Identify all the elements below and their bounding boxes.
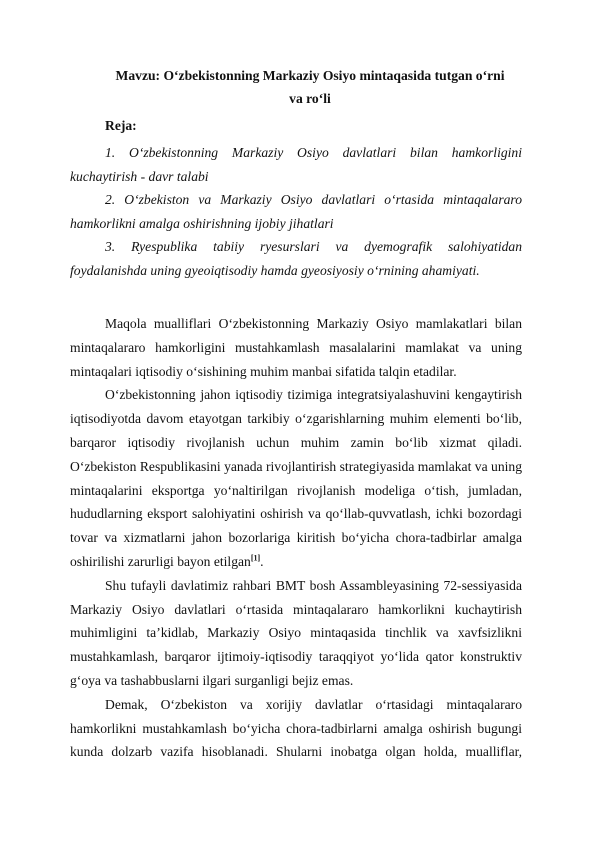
plan-item-1: 1. O‘zbekistonning Markaziy Osiyo davlatlari bilan hamkorligini kuchaytirish - davr talabi (70, 145, 522, 184)
plan-heading: Reja: (105, 118, 137, 133)
plan-item-3: 3. Ryespublika tabiiy ryesurslari va dyemografik salohiyatidan foydalanishda uning gyeoiqtisodiy hamda gyeosiyosiy o‘rnining ahamiyati. (70, 239, 522, 278)
body-text (70, 312, 522, 764)
paragraph-1-text: Maqola mualliflari O‘zbekistonning Markaziy Osiyo mamlakatlari bilan mintaqalararo hamkorligini mustahkamlash masalalarini mamlakat va uning mintaqalari iqtisodiy o‘sishining muhim manbai sifatida talqin etadilar. (70, 316, 522, 379)
title-line-2: va ro‘li (289, 91, 331, 106)
paragraph-4 (70, 693, 522, 764)
paragraph-1 (70, 312, 522, 383)
document-title (100, 64, 520, 110)
footnote-reference[interactable]: [1] (250, 553, 261, 563)
plan-item-2: 2. O‘zbekiston va Markaziy Osiyo davlatlari o‘rtasida mintaqalararo hamkorlikni amalga oshirishning ijobiy jihatlari (70, 192, 522, 231)
title-line-1: Mavzu: O‘zbekistonning Markaziy Osiyo mintaqasida tutgan o‘rni (115, 68, 505, 83)
paragraph-4-text: Demak, O‘zbekiston va xorijiy davlatlar o‘rtasidagi mintaqalararo hamkorlikni mustahkamlash bo‘yicha chora-tadbirlarni amalga oshirish bugungi kunda dolzarb vazifa hisoblanadi. Shularni inobatga olgan holda, mualliflar, (70, 696, 522, 760)
paragraph-2-text: O‘zbekistonning jahon iqtisodiy tizimiga integratsiyalashuvini kengaytirish iqtisodiyotda davom etayotgan tarkibiy o‘zgarishlarning muhim elementi bo‘lib, barqaror iqtisodiy rivojlanish uchun muhim zamin bo‘lib xizmat qiladi. O‘zbekiston Respublikasini yanada rivojlantirish strategiyasida mamlakat va uning mintaqalarini eksportga yo‘naltirilgan rivojlanish modeliga o‘tish, jumladan, hududlarning eksport salohiyatini oshirish va qo‘llab-quvvatlash, ichki bozordagi tovar va xizmatlarni jahon bozorlariga kiritish bo‘yicha chora-tadbirlar amalga oshirilishi zarurligi bayon etilgan (70, 387, 522, 569)
paragraph-2 (70, 383, 522, 573)
paragraph-3-text: Shu tufayli davlatimiz rahbari BMT bosh Assambleyasining 72-sessiyasida Markaziy Osiyo davlatlari o‘rtasida mintaqalararo hamkorlikni kuchaytirish muhimligini ta’kidlab, Markaziy Osiyo mintaqasida tinchlik va xavfsizlikni mustahkamlash, barqaror ijtimoiy-iqtisodiy taraqqiyot yo‘lida qator konstruktiv g‘oya va tashabbuslarni ilgari surganligi bejiz emas. (70, 577, 522, 688)
paragraph-3 (70, 574, 522, 693)
paragraph-2-end: . (260, 553, 264, 569)
